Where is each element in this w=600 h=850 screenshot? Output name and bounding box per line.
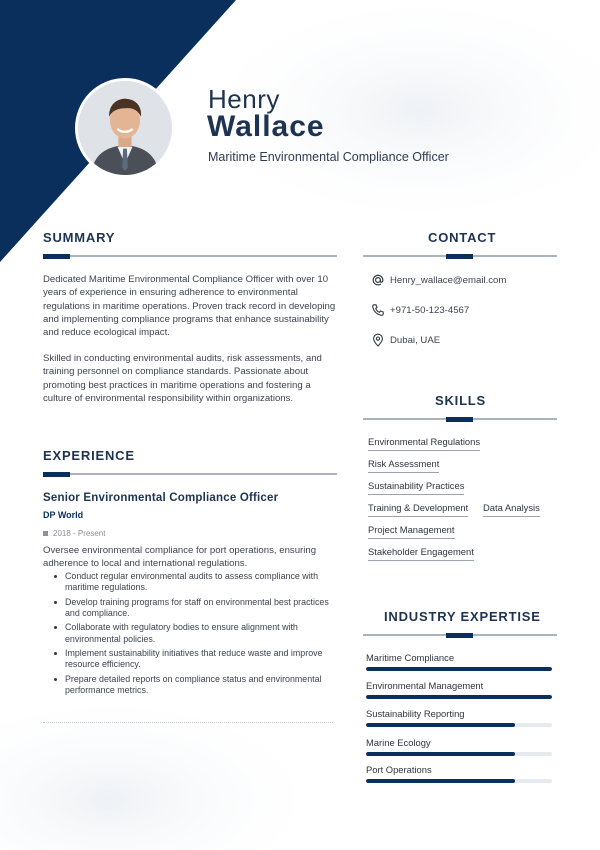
expertise-bar — [366, 723, 552, 727]
experience-bullet: Prepare detailed reports on compliance status and environmental performance metrics. — [54, 674, 329, 696]
calendar-square-icon — [43, 531, 48, 536]
contact-heading: CONTACT — [428, 230, 497, 245]
experience-divider — [43, 722, 333, 723]
experience-bullet: Implement sustainability initiatives that reduce waste and improve resource efficiency. — [54, 648, 329, 670]
last-name: Wallace — [207, 110, 325, 143]
skill-tag: Risk Assessment — [368, 458, 439, 473]
expertise-label: Maritime Compliance — [366, 652, 455, 663]
summary-paragraph-2: Skilled in conducting environmental audits, risk assessments, and training personnel on compliance standards. Passionate about promoting best practices in maritime operations and fostering a culture of environmental responsibility within organizations. — [43, 353, 322, 404]
contact-phone[interactable]: +971-50-123-4567 — [390, 304, 470, 316]
expertise-label: Marine Ecology — [366, 737, 431, 748]
experience-bullets — [54, 571, 329, 700]
summary-heading: SUMMARY — [43, 230, 116, 245]
skill-tag: Project Management — [368, 524, 455, 539]
skill-tag: Environmental Regulations — [368, 436, 480, 451]
expertise-item — [366, 680, 552, 699]
expertise-bar-fill — [366, 667, 552, 671]
experience-heading: EXPERIENCE — [43, 448, 135, 463]
experience-dates — [43, 529, 105, 538]
first-name: Henry — [208, 84, 280, 114]
expertise-item — [366, 708, 552, 727]
experience-company: DP World — [43, 510, 84, 520]
expertise-label: Sustainability Reporting — [366, 708, 465, 719]
avatar-portrait-icon — [78, 81, 172, 175]
expertise-bar-fill — [366, 752, 515, 756]
expertise-item — [366, 764, 552, 783]
industry-expertise-heading: INDUSTRY EXPERTISE — [384, 609, 541, 624]
summary-paragraph-1: Dedicated Maritime Environmental Compliance Officer with over 10 years of experience in ensuring adherence to environmental regulations in maritime operations. Proven track record in developing and implementing compliance programs that enhance sustainability and reduce ecological impact. — [43, 274, 336, 339]
expertise-bar — [366, 667, 552, 671]
expertise-bar — [366, 695, 552, 699]
experience-rule — [43, 473, 337, 475]
experience-bullet: Conduct regular environmental audits to assess compliance with maritime regulations. — [54, 571, 329, 593]
contact-location: Dubai, UAE — [390, 334, 441, 346]
contact-email[interactable]: Henry_wallace@email.com — [390, 274, 507, 286]
expertise-item — [366, 737, 552, 756]
contact-rule-accent — [446, 254, 473, 259]
skill-tag: Data Analysis — [483, 502, 540, 517]
experience-rule-accent — [43, 472, 70, 477]
experience-bullet: Develop training programs for staff on environmental best practices and compliance. — [54, 597, 329, 619]
expertise-item — [366, 652, 552, 671]
skills-heading: SKILLS — [435, 393, 487, 408]
skill-tag: Stakeholder Engagement — [368, 546, 474, 561]
phone-icon — [371, 303, 385, 317]
expertise-bar — [366, 752, 552, 756]
at-icon — [371, 273, 385, 287]
skill-tag: Sustainability Practices — [368, 480, 464, 495]
profile-photo — [75, 78, 175, 178]
summary-rule — [43, 255, 337, 257]
experience-dates-text: 2018 - Present — [53, 529, 106, 538]
experience-role: Senior Environmental Compliance Officer — [43, 492, 279, 504]
expertise-bar — [366, 779, 552, 783]
contact-phone-row — [371, 303, 469, 317]
contact-email-row — [371, 273, 506, 287]
location-pin-icon — [371, 333, 385, 347]
skills-rule-accent — [446, 417, 473, 422]
expertise-bar-fill — [366, 723, 515, 727]
experience-description: Oversee environmental compliance for port operations, ensuring adherence to local and international regulations. — [43, 545, 317, 570]
industry-expertise-rule-accent — [446, 633, 473, 638]
expertise-label: Environmental Management — [366, 680, 484, 691]
contact-location-row — [371, 333, 440, 347]
expertise-bar-fill — [366, 695, 552, 699]
expertise-label: Port Operations — [366, 764, 432, 775]
expertise-bar-fill — [366, 779, 515, 783]
summary-rule-accent — [43, 254, 70, 259]
skill-tag: Training & Development — [368, 502, 468, 517]
experience-bullet: Collaborate with regulatory bodies to ensure alignment with environmental policies. — [54, 622, 329, 644]
job-title: Maritime Environmental Compliance Officer — [208, 150, 449, 164]
